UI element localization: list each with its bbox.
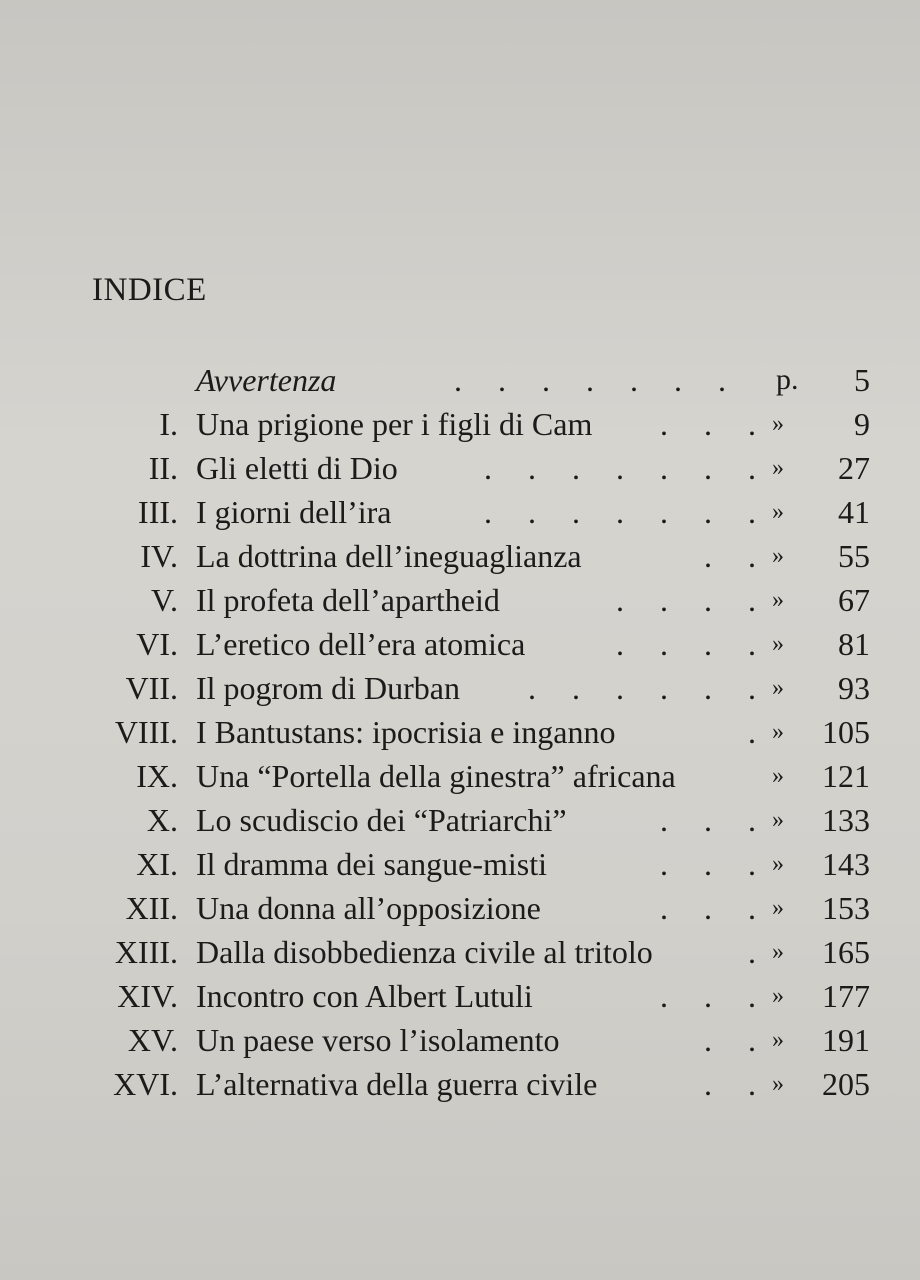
toc-entry bbox=[0, 446, 920, 490]
page-number: 105 bbox=[822, 714, 870, 750]
chapter-numeral: X. bbox=[146, 802, 178, 838]
page-number: 143 bbox=[822, 846, 870, 882]
ditto-mark: » bbox=[772, 675, 784, 701]
ditto-mark: » bbox=[772, 983, 784, 1009]
chapter-title: Il pogrom di Durban bbox=[196, 670, 460, 706]
chapter-title: I Bantustans: ipocrisia e inganno bbox=[196, 714, 616, 750]
leader-dots: . . . . . . bbox=[528, 670, 770, 706]
chapter-numeral: XV. bbox=[127, 1022, 178, 1058]
chapter-title: Avvertenza bbox=[196, 362, 337, 398]
toc-entry bbox=[0, 1018, 920, 1062]
ditto-mark: » bbox=[772, 499, 784, 525]
ditto-mark: » bbox=[772, 719, 784, 745]
chapter-numeral: XII. bbox=[125, 890, 178, 926]
chapter-numeral: XIV. bbox=[117, 978, 178, 1014]
chapter-numeral: VII. bbox=[125, 670, 178, 706]
toc-entry bbox=[0, 578, 920, 622]
chapter-title: Una “Portella della ginestra” africana bbox=[196, 758, 676, 794]
chapter-title: Una prigione per i figli di Cam bbox=[196, 406, 593, 442]
chapter-numeral: I. bbox=[159, 406, 178, 442]
toc-entry bbox=[0, 710, 920, 754]
page-number: 153 bbox=[822, 890, 870, 926]
page-number: 9 bbox=[854, 406, 870, 442]
chapter-numeral: XI. bbox=[136, 846, 178, 882]
toc-entry bbox=[0, 490, 920, 534]
toc-entry bbox=[0, 534, 920, 578]
chapter-title: Gli eletti di Dio bbox=[196, 450, 398, 486]
toc-entry bbox=[0, 666, 920, 710]
ditto-mark: » bbox=[772, 631, 784, 657]
leader-dots: . bbox=[748, 934, 770, 970]
page-number: 41 bbox=[838, 494, 870, 530]
page-number: 81 bbox=[838, 626, 870, 662]
page-number: 121 bbox=[822, 758, 870, 794]
chapter-numeral: XVI. bbox=[113, 1066, 178, 1102]
page-number: 55 bbox=[838, 538, 870, 574]
ditto-mark: » bbox=[772, 543, 784, 569]
toc-entry bbox=[0, 930, 920, 974]
toc-entry bbox=[0, 842, 920, 886]
page-number: 5 bbox=[854, 362, 870, 398]
toc-entry bbox=[0, 974, 920, 1018]
leader-dots: . . . . . . . bbox=[484, 494, 770, 530]
page-number: 165 bbox=[822, 934, 870, 970]
leader-dots: . . . bbox=[660, 890, 770, 926]
ditto-mark: » bbox=[772, 1071, 784, 1097]
leader-dots: . . . bbox=[660, 978, 770, 1014]
ditto-mark: » bbox=[772, 411, 784, 437]
chapter-title: Un paese verso l’isolamento bbox=[196, 1022, 560, 1058]
page-number: 67 bbox=[838, 582, 870, 618]
index-heading: INDICE bbox=[92, 272, 207, 308]
leader-dots: . . . bbox=[660, 846, 770, 882]
chapter-title: Lo scudiscio dei “Patriarchi” bbox=[196, 802, 567, 838]
toc-entry bbox=[0, 798, 920, 842]
chapter-title: Dalla disobbedienza civile al tritolo bbox=[196, 934, 653, 970]
leader-dots: . . . . . . . bbox=[484, 450, 770, 486]
chapter-title: L’alternativa della guerra civile bbox=[196, 1066, 598, 1102]
chapter-numeral: VI. bbox=[136, 626, 178, 662]
chapter-title: Una donna all’opposizione bbox=[196, 890, 541, 926]
page-abbreviation: p. bbox=[776, 363, 799, 396]
leader-dots: . . . . . . . bbox=[454, 362, 740, 398]
chapter-title: Il profeta dell’apartheid bbox=[196, 582, 500, 618]
ditto-mark: » bbox=[772, 851, 784, 877]
chapter-title: L’eretico dell’era atomica bbox=[196, 626, 526, 662]
chapter-numeral: III. bbox=[138, 494, 178, 530]
toc-entry bbox=[0, 622, 920, 666]
leader-dots: . . . . bbox=[616, 582, 770, 618]
chapter-title: La dottrina dell’ineguaglianza bbox=[196, 538, 582, 574]
page-number: 205 bbox=[822, 1066, 870, 1102]
ditto-mark: » bbox=[772, 807, 784, 833]
page-number: 177 bbox=[822, 978, 870, 1014]
toc-entry-avvertenza bbox=[0, 358, 920, 402]
page-number: 93 bbox=[838, 670, 870, 706]
chapter-numeral: VIII. bbox=[114, 714, 178, 750]
leader-dots: . . bbox=[704, 538, 770, 574]
toc-entry bbox=[0, 886, 920, 930]
leader-dots: . . . bbox=[660, 406, 770, 442]
chapter-title: I giorni dell’ira bbox=[196, 494, 392, 530]
toc-entry bbox=[0, 1062, 920, 1106]
ditto-mark: » bbox=[772, 763, 784, 789]
ditto-mark: » bbox=[772, 895, 784, 921]
chapter-title: Incontro con Albert Lutuli bbox=[196, 978, 533, 1014]
chapter-numeral: V. bbox=[151, 582, 178, 618]
ditto-mark: » bbox=[772, 455, 784, 481]
page-number: 27 bbox=[838, 450, 870, 486]
table-of-contents bbox=[0, 358, 920, 1106]
chapter-numeral: IV. bbox=[140, 538, 178, 574]
ditto-mark: » bbox=[772, 587, 784, 613]
chapter-numeral: XIII. bbox=[114, 934, 178, 970]
ditto-mark: » bbox=[772, 939, 784, 965]
chapter-numeral: II. bbox=[148, 450, 178, 486]
leader-dots: . . bbox=[704, 1066, 770, 1102]
leader-dots: . . . bbox=[660, 802, 770, 838]
toc-entry bbox=[0, 754, 920, 798]
toc-entry bbox=[0, 402, 920, 446]
chapter-title: Il dramma dei sangue-misti bbox=[196, 846, 548, 882]
leader-dots: . . bbox=[704, 1022, 770, 1058]
leader-dots: . . . . bbox=[616, 626, 770, 662]
page-number: 191 bbox=[822, 1022, 870, 1058]
chapter-numeral: IX. bbox=[136, 758, 178, 794]
ditto-mark: » bbox=[772, 1027, 784, 1053]
page-number: 133 bbox=[822, 802, 870, 838]
leader-dots: . bbox=[748, 714, 770, 750]
